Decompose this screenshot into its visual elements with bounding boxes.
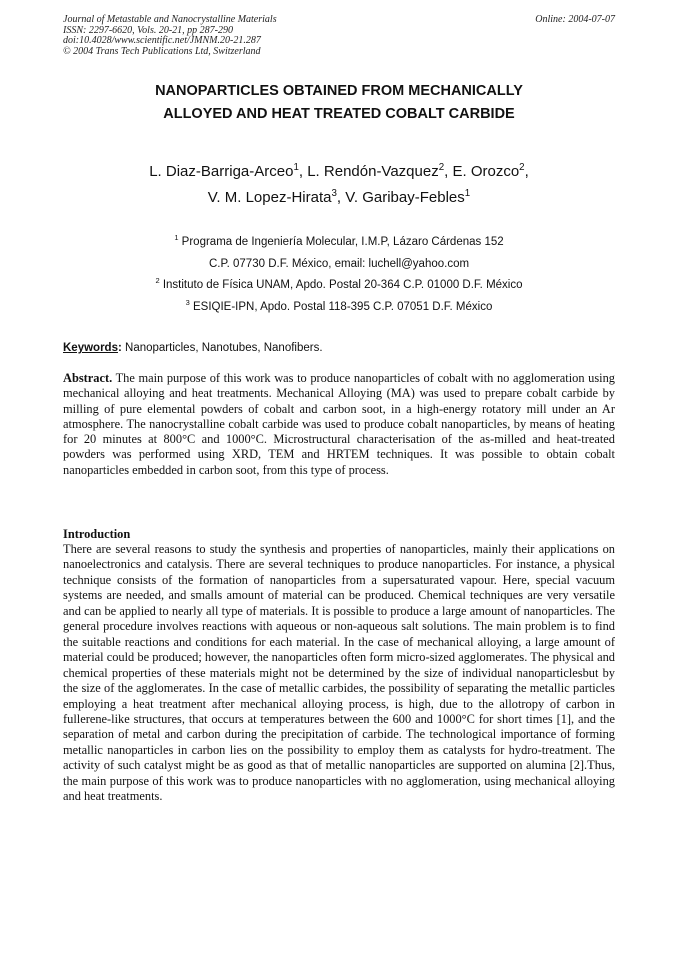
author-separator: , [298, 163, 308, 180]
author-affiliation-mark: 1 [293, 162, 299, 173]
keywords [63, 340, 615, 356]
affiliation-mark: 1 [174, 233, 179, 243]
author-list [63, 159, 615, 211]
abstract-text: The main purpose of this work was to produce nanoparticles of cobalt with no agglomeration using mechanical alloying and heat treatments. Mechanical Alloying (MA) was used to prepare cobalt carbide by milling of pure elemental powders of cobalt and carbon soot, in a high-energy rotatory mill under an Ar atmosphere. The nanocrystalline cobalt carbide was used to produce cobalt nanoparticles, by means of heating for 20 minutes at 800°C and 1000°C. Microstructural characterisation of the as-milled and heat-treated powders was performed using XRD, TEM and HRTEM techniques. It was possible to obtain cobalt nanoparticles embedded in carbon soot, from this type of process. [63, 371, 615, 477]
author-affiliation-mark: 2 [438, 162, 445, 173]
affiliation-text: Programa de Ingeniería Molecular, I.M.P, Lázaro Cárdenas 152 [178, 236, 504, 248]
journal-issn: ISSN: 2297-6620, Vols. 20-21, pp 287-290 [63, 24, 233, 36]
affiliation-mark: 2 [155, 276, 160, 286]
author-line-2 [63, 185, 615, 211]
paper-title [63, 80, 615, 126]
affiliation-3 [63, 297, 615, 319]
affiliation-text: ESIQIE-IPN, Apdo. Postal 118-395 C.P. 07051 D.F. México [189, 300, 493, 313]
keywords-text: Nanoparticles, Nanotubes, Nanofibers. [121, 342, 323, 354]
author-affiliation-mark: 1 [464, 188, 471, 199]
author-name: L. Rendón-Vazquez [307, 163, 439, 180]
affiliation-2 [63, 275, 615, 297]
introduction-heading: Introduction [63, 527, 131, 541]
author-line-1 [63, 159, 615, 185]
affiliation-list [63, 232, 615, 318]
journal-header [63, 15, 615, 57]
author-separator: , [444, 163, 453, 180]
journal-name: Journal of Metastable and Nanocrystalline Materials [63, 14, 277, 25]
author-separator: , [336, 189, 346, 206]
affiliation-1 [63, 232, 615, 254]
author-name: E. Orozco [452, 163, 520, 180]
keywords-colon: : [117, 342, 122, 354]
author-affiliation-mark: 2 [519, 162, 525, 173]
author-separator: , [524, 163, 529, 180]
author-name: L. Diaz-Barriga-Arceo [149, 163, 294, 180]
abstract-label: Abstract. [63, 371, 113, 385]
affiliation-mark: 3 [185, 297, 190, 307]
online-date: Online: 2004-07-07 [535, 14, 615, 25]
journal-doi: doi:10.4028/www.scientific.net/JMNM.20-21.287 [63, 35, 261, 46]
abstract [63, 371, 615, 478]
keywords-label: Keywords [63, 342, 118, 354]
introduction-body: There are several reasons to study the synthesis and properties of nanoparticles, mainly their applications on nanoelectronics and catalysis. There are several techniques to produce nanoparticles. For instance, a physical technique consists of the formation of nanoparticles from a supersaturated vapour. Here, special vacuum systems are needed, and smalls amount of material can be produced. Chemical techniques are very versatile and can be applied to nearly all type of materials. It is possible to produce a large amount of nanoparticles. The general procedure involves reactions with aqueous or non-aqueous salt solutions. The main problem is to find the suitable reactions and conditions for each material. In the case of mechanical alloying, a large amount of material could be produced; however, the nanoparticles often form micro-sized agglomerates. The physical and chemical properties of these materials might not be determined by the size of individual nanoparticlesbut by the size of the agglomerates. In the case of metallic carbides, the possibility of separating the metallic particles employing a heat treatment after mechanical alloying process, is high, due to the allotropy of carbon in fullerene-like structures, that occurs at temperatures between the 600 and 1000°C for short times [1], and the separation of metal and carbon during the precipitation of carbide. The technological importance of forming metallic nanoparticles in carbon lies on the possibility to employ them as catalysts for hydro-treatment. The activity of such catalyst might be as good as that of metallic nanoparticles are supported on alumina [2].Thus, the main purpose of this work was to produce nanoparticles with no agglomeration, using mechanical alloying and heat treatments. [63, 542, 615, 804]
affiliation-1-contact: C.P. 07730 D.F. México, email: luchell@yahoo.com [208, 257, 470, 270]
author-affiliation-mark: 3 [331, 188, 337, 199]
author-name: V. Garibay-Febles [345, 189, 465, 206]
paper-title-line-1: NANOPARTICLES OBTAINED FROM MECHANICALLY [155, 83, 523, 99]
paper-title-line-2: ALLOYED AND HEAT TREATED COBALT CARBIDE [163, 106, 515, 122]
affiliation-text: Instituto de Física UNAM, Apdo. Postal 20-364 C.P. 01000 D.F. México [159, 279, 523, 291]
journal-copyright: © 2004 Trans Tech Publications Ltd, Switzerland [63, 45, 261, 57]
author-name: V. M. Lopez-Hirata [207, 189, 332, 206]
